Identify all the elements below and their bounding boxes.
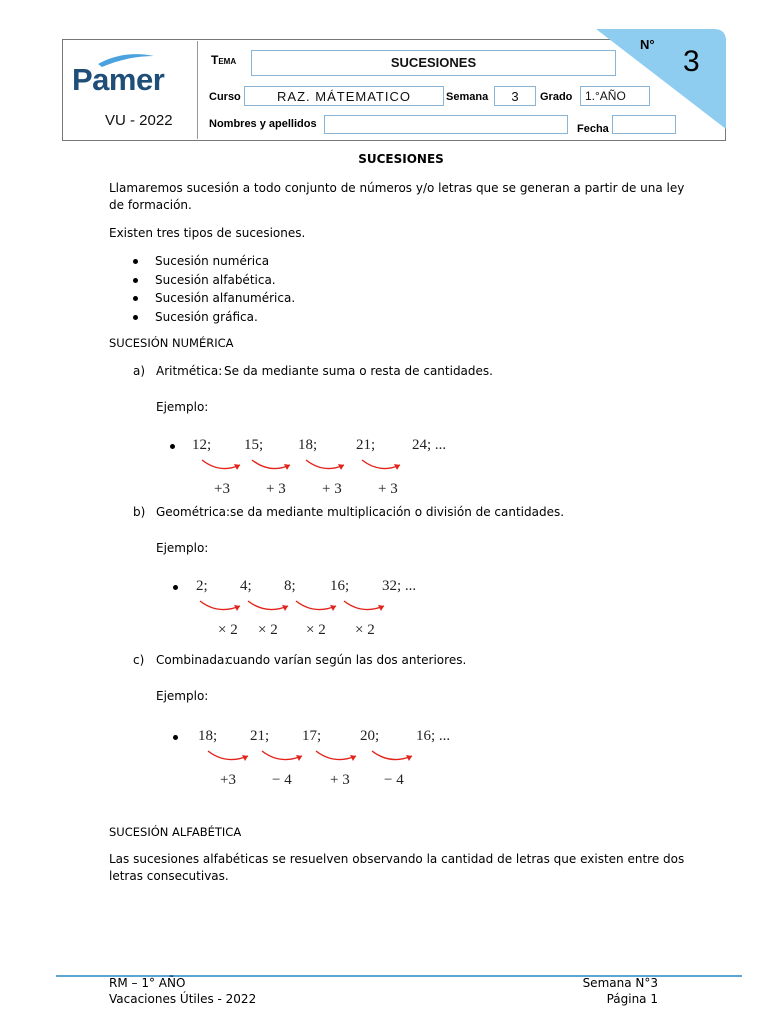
example-bullet — [170, 444, 175, 449]
fecha-label: Fecha — [577, 123, 609, 135]
seq-term: 2; — [196, 578, 208, 594]
seq-term: 12; — [192, 437, 212, 453]
seq-op: + 3 — [266, 481, 286, 497]
number-corner-tab — [596, 29, 727, 139]
subsection-desc: Se da mediante suma o resta de cantidades. — [224, 364, 493, 378]
subsection-marker: c) — [133, 653, 145, 667]
curso-field[interactable]: RAZ. MÁTEMATICO — [244, 86, 444, 106]
footer-program: Vacaciones Útiles - 2022 — [109, 992, 257, 1006]
grado-field[interactable]: 1.°AÑO — [580, 86, 650, 106]
list-item: Sucesión gráfica. — [133, 308, 295, 327]
semana-field[interactable]: 3 — [494, 86, 536, 106]
seq-op: × 2 — [258, 622, 278, 638]
example-label: Ejemplo: — [156, 400, 209, 414]
nombres-field[interactable] — [324, 115, 568, 134]
subsection-marker: a) — [133, 364, 146, 378]
tema-field[interactable]: SUCESIONES — [251, 50, 616, 76]
seq-op: + 3 — [322, 481, 342, 497]
intro-paragraph: Llamaremos sucesión a todo conjunto de números y/o letras que se generan a partir de una ley de formación. — [109, 181, 685, 212]
numero-label: N° — [640, 37, 655, 52]
footer-week: Semana N°3 — [582, 976, 658, 990]
seq-term: 16; ... — [416, 728, 451, 744]
types-intro: Existen tres tipos de sucesiones. — [109, 226, 306, 240]
step-arrows-icon — [196, 597, 396, 617]
seq-term: 4; — [240, 578, 252, 594]
subsection-name: Aritmética: — [156, 364, 223, 378]
list-item: Sucesión numérica — [133, 252, 295, 271]
subsection-name: Geométrica: — [156, 505, 231, 519]
types-list — [133, 252, 295, 326]
header-divider — [197, 41, 198, 139]
seq-term: 8; — [284, 578, 296, 594]
subsection-desc: cuando varían según las dos anteriores. — [226, 653, 467, 667]
curso-label: Curso — [209, 91, 241, 103]
numero-value: 3 — [683, 45, 700, 78]
subsection-name: Combinada: — [156, 653, 229, 667]
seq-term: 17; — [302, 728, 322, 744]
seq-term: 16; — [330, 578, 350, 594]
seq-term: 18; — [198, 728, 218, 744]
seq-term: 32; ... — [382, 578, 417, 594]
list-item: Sucesión alfanumérica. — [133, 289, 295, 308]
example-label: Ejemplo: — [156, 541, 209, 555]
numeric-heading: SUCESIÓN NUMÉRICA — [109, 336, 234, 350]
semana-label: Semana — [446, 91, 489, 103]
footer-page-number: Página 1 — [606, 992, 658, 1006]
alpha-heading: SUCESIÓN ALFABÉTICA — [109, 825, 242, 839]
brand-logo: Pamer — [72, 62, 165, 97]
seq-op: − 4 — [272, 772, 292, 788]
footer-course: RM – 1° AÑO — [109, 976, 186, 990]
seq-op: × 2 — [306, 622, 326, 638]
step-arrows-icon — [196, 456, 406, 476]
seq-op: +3 — [214, 481, 230, 497]
seq-term: 18; — [298, 437, 318, 453]
seq-op: + 3 — [378, 481, 398, 497]
seq-term: 21; — [356, 437, 376, 453]
nombres-label: Nombres y apellidos — [209, 118, 317, 130]
seq-term: 21; — [250, 728, 270, 744]
seq-op: × 2 — [355, 622, 375, 638]
seq-op: × 2 — [218, 622, 238, 638]
seq-op: − 4 — [384, 772, 404, 788]
seq-term: 15; — [244, 437, 264, 453]
edition-label: VU - 2022 — [105, 112, 173, 129]
subsection-desc: se da mediante multiplicación o división de cantidades. — [230, 505, 565, 519]
page-title: SUCESIONES — [358, 152, 444, 166]
example-label: Ejemplo: — [156, 689, 209, 703]
example-bullet — [173, 585, 178, 590]
seq-term: 24; ... — [412, 437, 447, 453]
seq-op: +3 — [220, 772, 236, 788]
subsection-marker: b) — [133, 505, 146, 519]
seq-op: + 3 — [330, 772, 350, 788]
step-arrows-icon — [204, 747, 424, 767]
grado-label: Grado — [540, 91, 573, 103]
seq-term: 20; — [360, 728, 380, 744]
list-item: Sucesión alfabética. — [133, 271, 295, 290]
alpha-paragraph: Las sucesiones alfabéticas se resuelven observando la cantidad de letras que existen entre dos letras consecutivas. — [109, 852, 685, 883]
tema-label: Tema — [211, 53, 237, 67]
example-bullet — [173, 735, 178, 740]
